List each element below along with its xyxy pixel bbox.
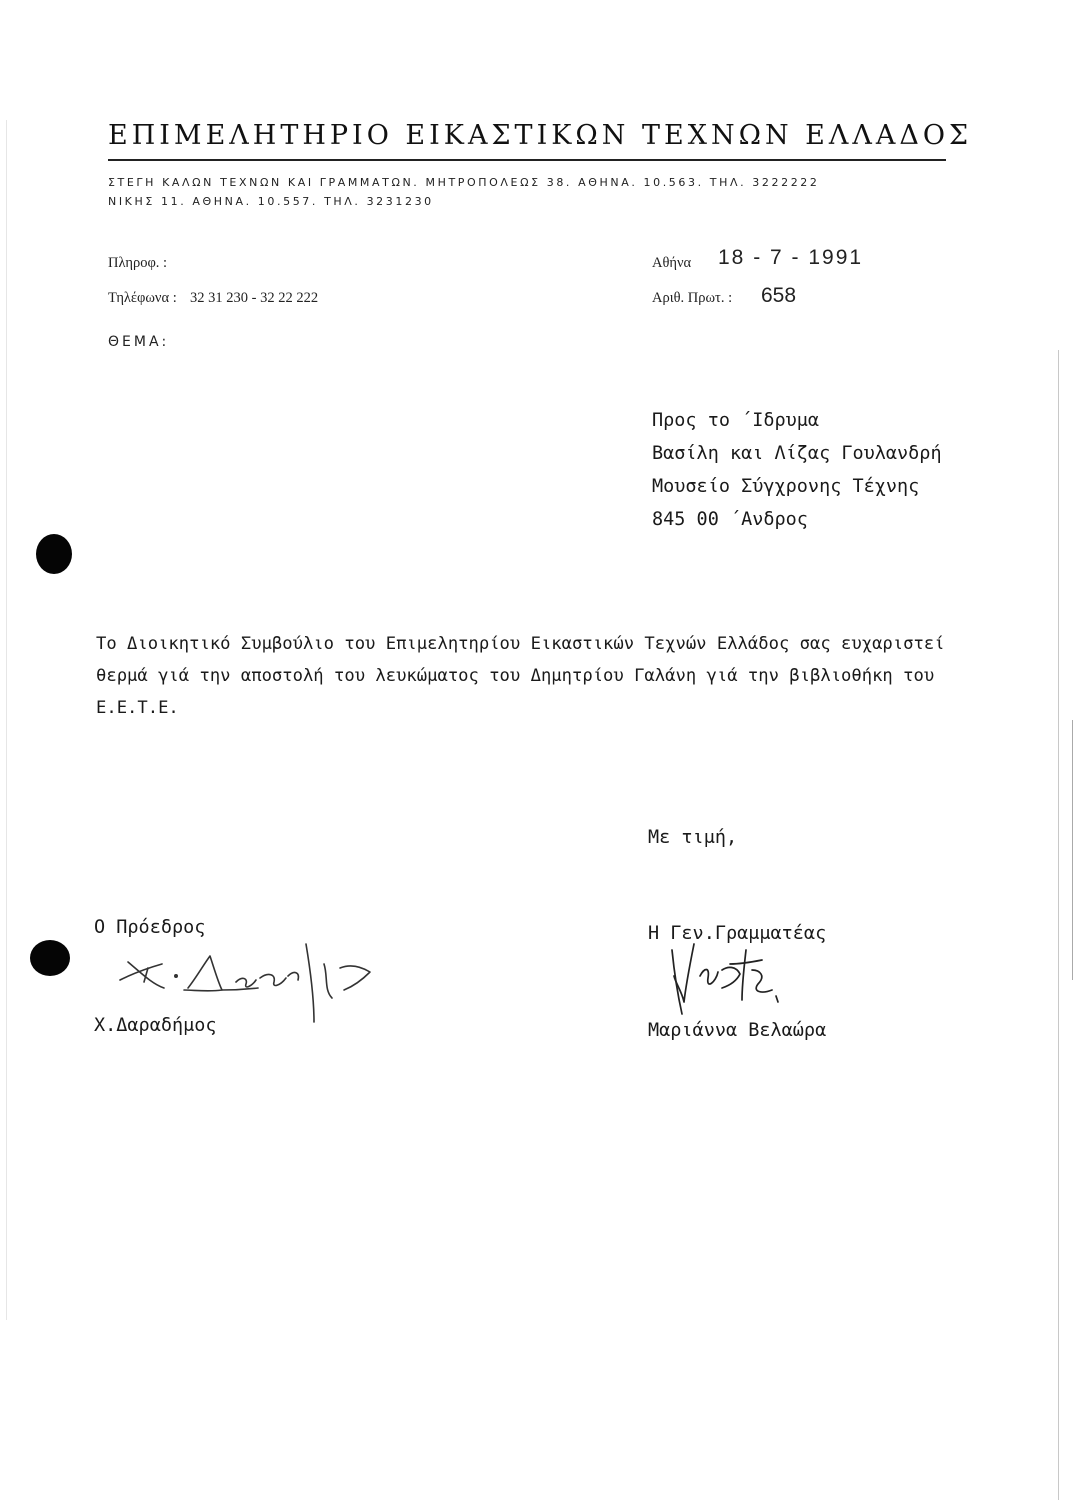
scan-edge-mark: [1072, 720, 1073, 980]
recipient-line-4: 845 00 ΄Ανδρος: [652, 509, 808, 530]
protocol-label: Αριθ. Πρωτ. :: [652, 290, 733, 306]
punch-hole-bottom: [30, 940, 70, 976]
subject-label: ΘΕΜΑ:: [108, 334, 170, 350]
letterhead-divider: [108, 159, 946, 161]
letterhead-address-2: ΝΙΚΗΣ 11. ΑΘΗΝΑ. 10.557. ΤΗΛ. 3231230: [108, 195, 434, 208]
recipient-line-3: Μουσείο Σύγχρονης Τέχνης: [652, 476, 920, 497]
secretary-signature: [660, 940, 800, 1020]
secretary-role: Η Γεν.Γραμματέας: [648, 923, 827, 944]
info-label: Πληροφ. :: [108, 255, 168, 271]
punch-hole-top: [36, 534, 72, 574]
letterhead-address-1: ΣΤΕΓΗ ΚΑΛΩΝ ΤΕΧΝΩΝ ΚΑΙ ΓΡΑΜΜΑΤΩΝ. ΜΗΤΡΟΠΟΛΕΩΣ 38. ΑΘΗΝΑ. 10.563. ΤΗΛ. 3222222: [108, 176, 820, 189]
scan-edge-right: [1058, 350, 1059, 1500]
recipient-line-1: Προς το ΄Ιδρυμα: [652, 410, 820, 431]
phones-label: Τηλέφωνα :: [108, 290, 177, 306]
phones-value: 32 31 230 - 32 22 222: [190, 290, 319, 306]
president-name: Χ.Δαραδήμος: [94, 1015, 217, 1036]
president-role: Ο Πρόεδρος: [94, 917, 206, 938]
date-value: 18 - 7 - 1991: [718, 246, 864, 269]
secretary-name: Μαριάννα Βελαώρα: [648, 1020, 827, 1041]
closing-salutation: Με τιμή,: [648, 827, 738, 848]
recipient-line-2: Βασίλη και Λίζας Γουλανδρή: [652, 443, 942, 464]
letter-body: Το Διοικητικό Συμβούλιο του Επιμελητηρίου Εικαστικών Τεχνών Ελλάδος σας ευχαριστεί θερμά γιά την αποστολή του λευκώματος του Δημητρίου Γαλάνη γιά την βιβλιοθήκη του Ε.Ε.Τ.Ε.: [96, 634, 945, 718]
scan-edge-left: [6, 120, 7, 1320]
date-label: Αθήνα: [652, 255, 692, 271]
letterhead-title: ΕΠΙΜΕΛΗΤΗΡΙΟ ΕΙΚΑΣΤΙΚΩΝ ΤΕΧΝΩΝ ΕΛΛΑΔΟΣ: [108, 120, 973, 151]
protocol-number: 658: [761, 284, 797, 307]
